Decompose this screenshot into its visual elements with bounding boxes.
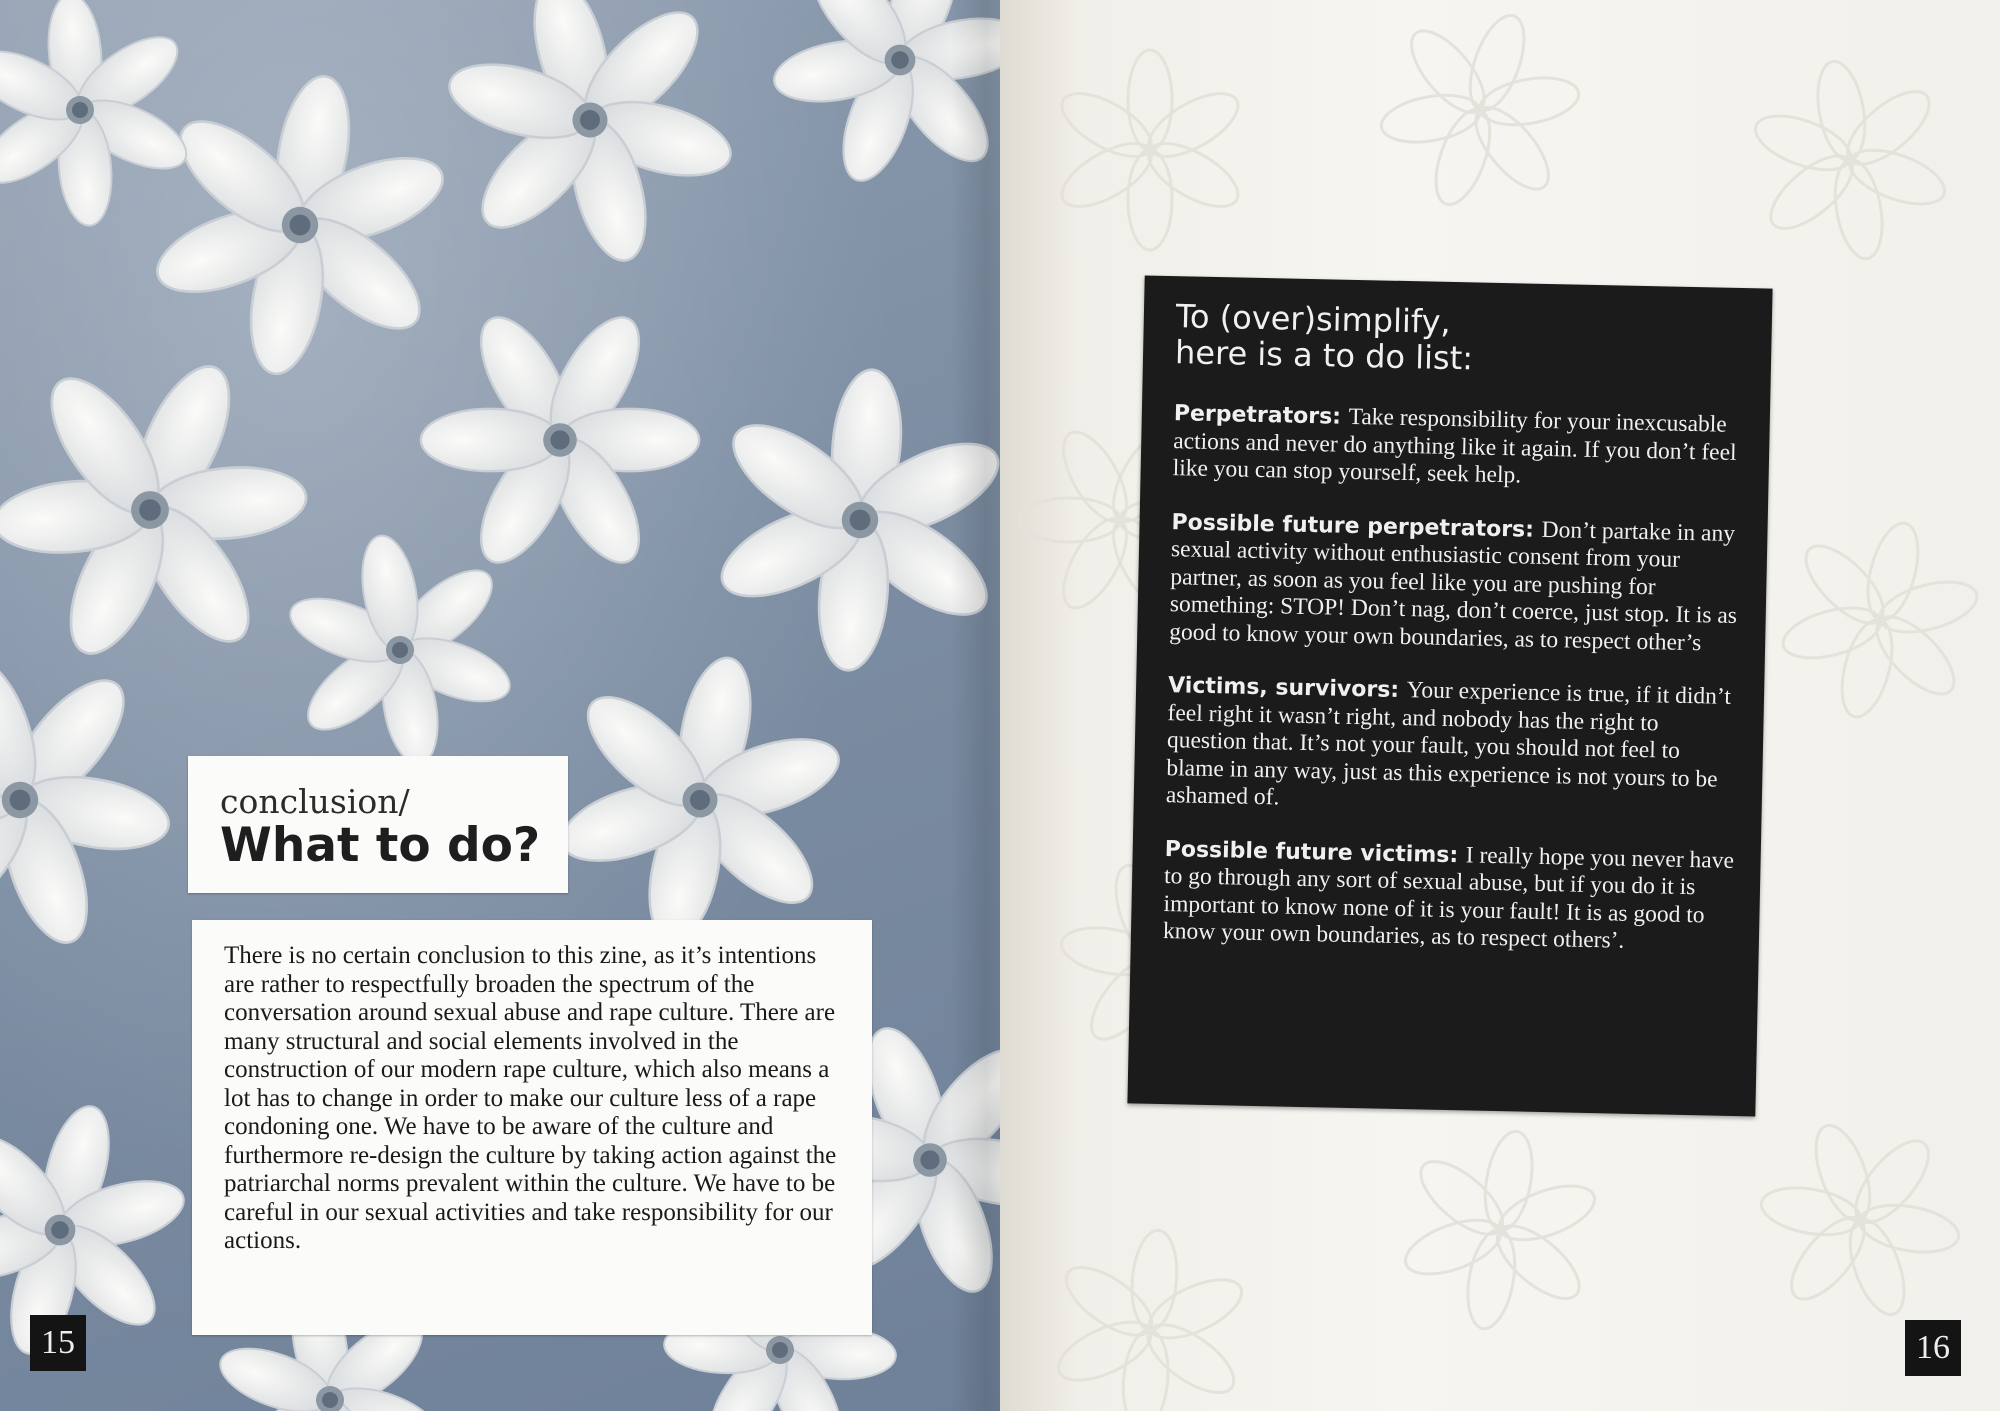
item-label: Victims, survivors:	[1167, 673, 1408, 704]
conclusion-text: There is no certain conclusion to this zine, as it’s intentions are rather to respectfully broaden the spectrum of the conversation around sexual abuse and rape culture. There are many structural and social elements involved in the construction of our modern rape culture, which also means a lot has to change in order to make our culture less of a rape condoning one. We have to be aware of the culture and furthermore re-design the culture by taking action against the patriarchal norms prevalent within the culture. We have to be careful in our sexual activities and take responsibility for our actions.	[224, 942, 837, 1254]
page-title: What to do?	[220, 818, 541, 873]
card-title-line1: To (over)simplify,	[1175, 297, 1452, 341]
item-label: Perpetrators:	[1173, 401, 1349, 430]
section-label: conclusion/	[220, 782, 410, 821]
item-text: Don’t partake in any sexual activity without enthusiastic consent from your partner, as soon as you feel like you are pushing for something: STOP! Don’t nag, don’t coerce, just stop. It is as good to know your own boundaries, as to respect other’s	[1169, 516, 1738, 656]
todo-item-future-victims	[1163, 836, 1735, 958]
item-text: I really hope you never have to go through any sort of sexual abuse, but if you do it is important to know none of it is your fault! It is as good to know your own boundaries, as to respect others’.	[1162, 841, 1735, 954]
item-text: Take responsibility for your inexcusable actions and never do anything like it again. If you don’t feel like you can stop yourself, seek help.	[1172, 403, 1737, 489]
todo-item-future-perpetrators	[1169, 509, 1742, 658]
item-label: Possible future victims:	[1164, 836, 1467, 868]
gutter-shadow	[950, 0, 1000, 1411]
card-title-line2: here is a to do list:	[1174, 333, 1474, 378]
title-box	[188, 756, 568, 893]
page-number-left: 15	[30, 1315, 86, 1371]
body-box	[192, 920, 872, 1335]
todo-list-card	[1127, 276, 1772, 1117]
page-number-right: 16	[1905, 1320, 1961, 1376]
item-label: Possible future perpetrators:	[1171, 509, 1542, 543]
todo-item-perpetrators	[1172, 400, 1744, 494]
item-text: Your experience is true, if it didn’t feel right it wasn’t right, and nobody has the right to question that. It’s not your fault, you should not feel to blame in any way, just as this experience is not yours to be ashamed of.	[1165, 677, 1732, 811]
card-title	[1175, 298, 1746, 382]
todo-item-victims-survivors	[1166, 672, 1739, 821]
